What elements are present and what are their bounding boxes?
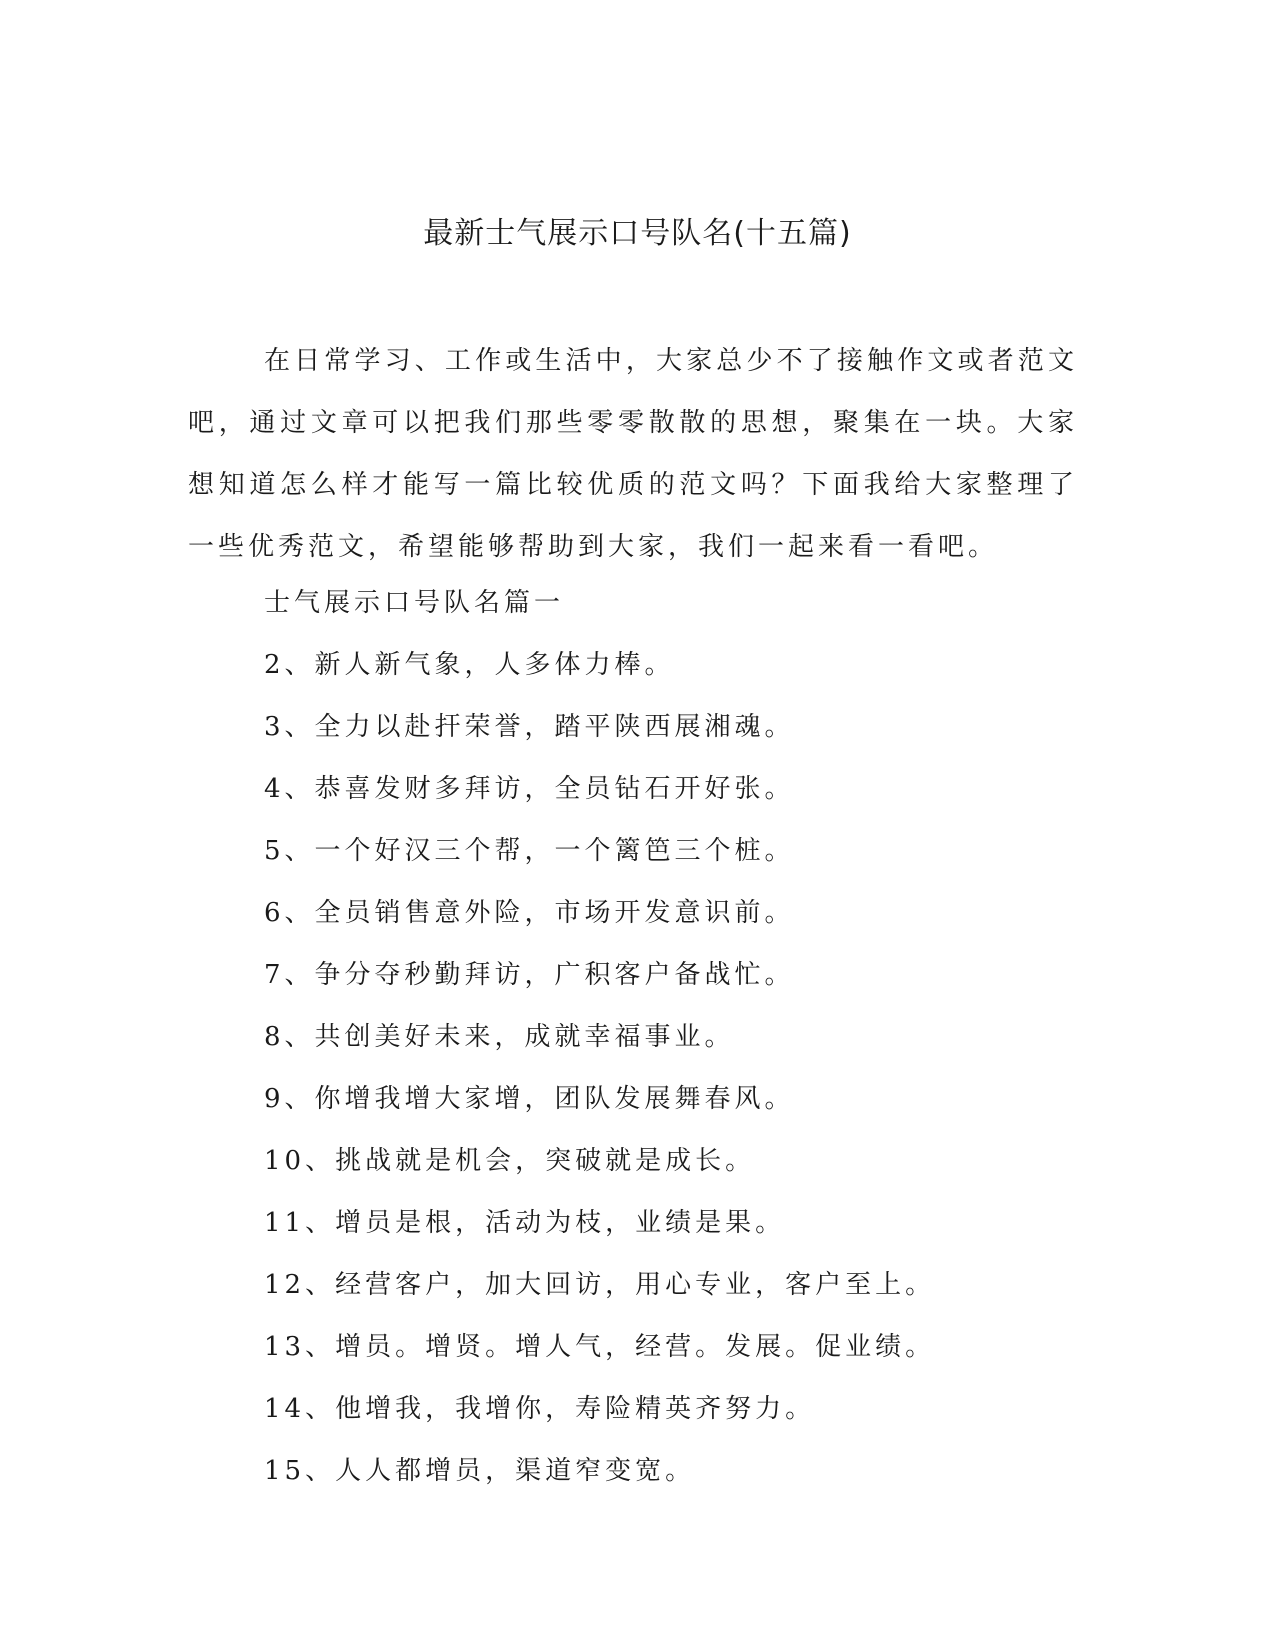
list-item: 12、经营客户，加大回访，用心专业，客户至上。 [264, 1270, 936, 1300]
list-item: 10、挑战就是机会，突破就是成长。 [264, 1146, 756, 1176]
section-heading: 士气展示口号队名篇一 [264, 588, 565, 618]
list-item: 13、增员。增贤。增人气，经营。发展。促业绩。 [264, 1332, 936, 1362]
list-item: 7、争分夺秒勤拜访，广积客户备战忙。 [264, 960, 795, 990]
document-title: 最新士气展示口号队名(十五篇) [423, 216, 852, 251]
list-item: 15、人人都增员，渠道窄变宽。 [264, 1456, 696, 1486]
slogan-list [264, 572, 935, 1502]
intro-paragraph: 在日常学习、工作或生活中，大家总少不了接触作文或者范文吧，通过文章可以把我们那些零零散散的思想，聚集在一块。大家想知道怎么样才能写一篇比较优质的范文吗？下面我给大家整理了一些优秀范文，希望能够帮助到大家，我们一起来看一看吧。 [188, 346, 1078, 562]
list-item: 5、一个好汉三个帮，一个篱笆三个桩。 [264, 836, 795, 866]
list-item: 6、全员销售意外险，市场开发意识前。 [264, 898, 795, 928]
list-item: 2、新人新气象，人多体力棒。 [264, 650, 675, 680]
list-item: 8、共创美好未来，成就幸福事业。 [264, 1022, 735, 1052]
list-item: 4、恭喜发财多拜访，全员钻石开好张。 [264, 774, 795, 804]
list-item: 9、你增我增大家增，团队发展舞春风。 [264, 1084, 795, 1114]
list-item: 3、全力以赴扞荣誉，踏平陕西展湘魂。 [264, 712, 795, 742]
list-item: 11、增员是根，活动为枝，业绩是果。 [264, 1208, 786, 1238]
list-item: 14、他增我，我增你，寿险精英齐努力。 [264, 1394, 816, 1424]
